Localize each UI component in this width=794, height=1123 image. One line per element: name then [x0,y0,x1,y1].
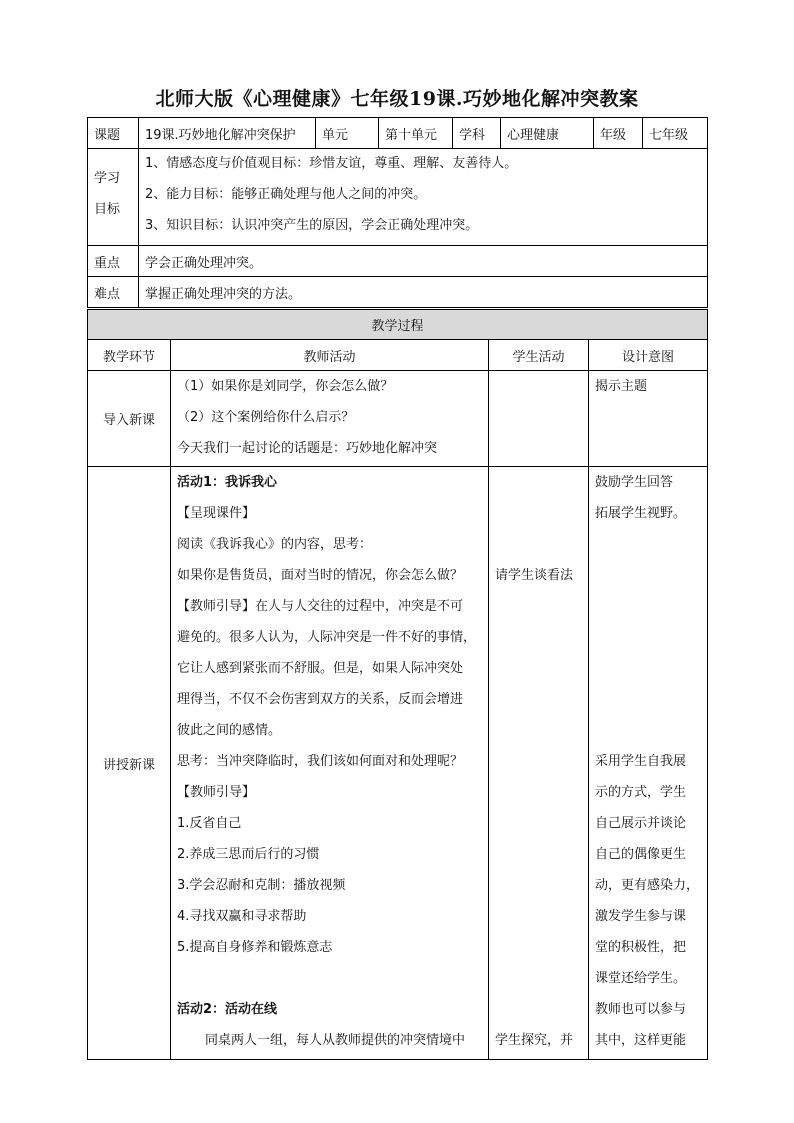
lesson-info-table [87,117,708,308]
intent-line: 自己展示并谈论 [595,816,687,831]
intent-line: 教师也可以参与 [595,1002,687,1017]
student-activity: 请学生谈看法 [495,568,574,583]
header-student: 学生活动 [489,340,589,371]
intro-line: （2）这个案例给你什么启示？ [177,410,355,425]
lecture-line: 如果你是售货员，面对当时的情况，你会怎么做？ [177,568,464,583]
topic-label: 课题 [88,118,139,149]
intent-line: 激发学生参与课 [595,909,687,924]
document-title: 北师大版《心理健康》七年级19课.巧妙地化解冲突教案 [155,88,639,110]
lecture-line: 1.反省自己 [177,816,242,831]
process-banner-row [88,310,708,340]
objectives-label: 学习 目标 [88,149,139,246]
intro-student [489,371,589,467]
intro-line: 今天我们一起讨论的话题是：巧妙地化解冲突 [177,441,438,456]
key-label: 重点 [88,246,139,277]
lecture-line: 思考：当冲突降临时，我们该如何面对和处理呢？ [177,754,464,769]
objective-item: 3、知识目标：认识冲突产生的原因，学会正确处理冲突。 [145,218,479,233]
header-stage: 教学环节 [88,340,171,371]
subject-label: 学科 [453,118,501,149]
objective-item: 2、能力目标：能够正确处理与他人之间的冲突。 [145,187,427,202]
activity-title: 活动2：活动在线 [177,1002,278,1017]
intent-line: 鼓励学生回答 [595,475,674,490]
intent-line: 其中，这样更能 [595,1033,687,1048]
lecture-line: 阅读《我诉我心》的内容，思考： [177,537,373,552]
lecture-line: 理得当，不仅不会伤害到双方的关系，反而会增进 [177,692,464,707]
process-header-row [88,340,708,371]
objectives-list [139,149,708,246]
unit-label: 单元 [316,118,379,149]
intro-teacher [171,371,489,467]
difficulty-label: 难点 [88,277,139,308]
lecture-line: 5.提高自身修养和锻炼意志 [177,940,333,955]
lecture-student [489,467,589,1060]
lecture-line: 3.学会忍耐和克制：播放视频 [177,878,346,893]
lecture-line: 【教师引导】在人与人交往的过程中，冲突是不可 [177,599,464,614]
lecture-line: 它让人感到紧张而不舒服。但是，如果人际冲突处 [177,661,464,676]
lecture-line: 【呈现课件】 [177,506,256,521]
intro-line: （1）如果你是刘同学，你会怎么做？ [177,379,394,394]
subject-value: 心理健康 [501,118,594,149]
unit-value: 第十单元 [379,118,453,149]
lecture-intent [589,467,708,1060]
lecture-stage: 讲授新课 [88,467,171,1060]
header-intent: 设计意图 [589,340,708,371]
intro-row [88,371,708,467]
intent-line: 采用学生自我展 [595,754,687,769]
intent-line: 堂的积极性，把 [595,940,687,955]
intent-line: 动，更有感染力， [595,878,700,893]
lecture-line: 2.养成三思而后行的习惯 [177,847,320,862]
process-banner: 教学过程 [88,310,708,340]
lecture-teacher [171,467,489,1060]
lecture-line: 同桌两人一组，每人从教师提供的冲突情境中 [205,1033,466,1048]
lecture-line: 【教师引导】 [177,785,256,800]
lecture-line: 4.寻找双赢和寻求帮助 [177,909,307,924]
intent-line: 示的方式，学生 [595,785,687,800]
student-activity: 学生探究，并 [495,1033,574,1048]
grade-value: 七年级 [643,118,708,149]
topic-value: 19课.巧妙地化解冲突保护 [139,118,316,149]
info-row-key [88,246,708,277]
intent-line: 自己的偶像更生 [595,847,687,862]
header-teacher: 教师活动 [171,340,489,371]
grade-label: 年级 [594,118,643,149]
teaching-process-table [87,309,708,1060]
info-row-objectives [88,149,708,246]
key-value: 学会正确处理冲突。 [139,246,708,277]
intro-stage: 导入新课 [88,371,171,467]
info-row-topic [88,118,708,149]
intro-intent: 揭示主题 [589,371,708,467]
lecture-line: 避免的。很多人认为，人际冲突是一件不好的事情， [177,630,477,645]
lecture-line: 彼此之间的感情。 [177,723,282,738]
intent-line: 拓展学生视野。 [595,506,687,521]
intent-line: 课堂还给学生。 [595,971,687,986]
lecture-line [177,963,488,994]
lecture-row [88,467,708,1060]
objective-item: 1、情感态度与价值观目标：珍惜友谊，尊重、理解、友善待人。 [145,156,518,171]
activity-title: 活动1：我诉我心 [177,475,278,490]
info-row-difficulty [88,277,708,308]
difficulty-value: 掌握正确处理冲突的方法。 [139,277,708,308]
